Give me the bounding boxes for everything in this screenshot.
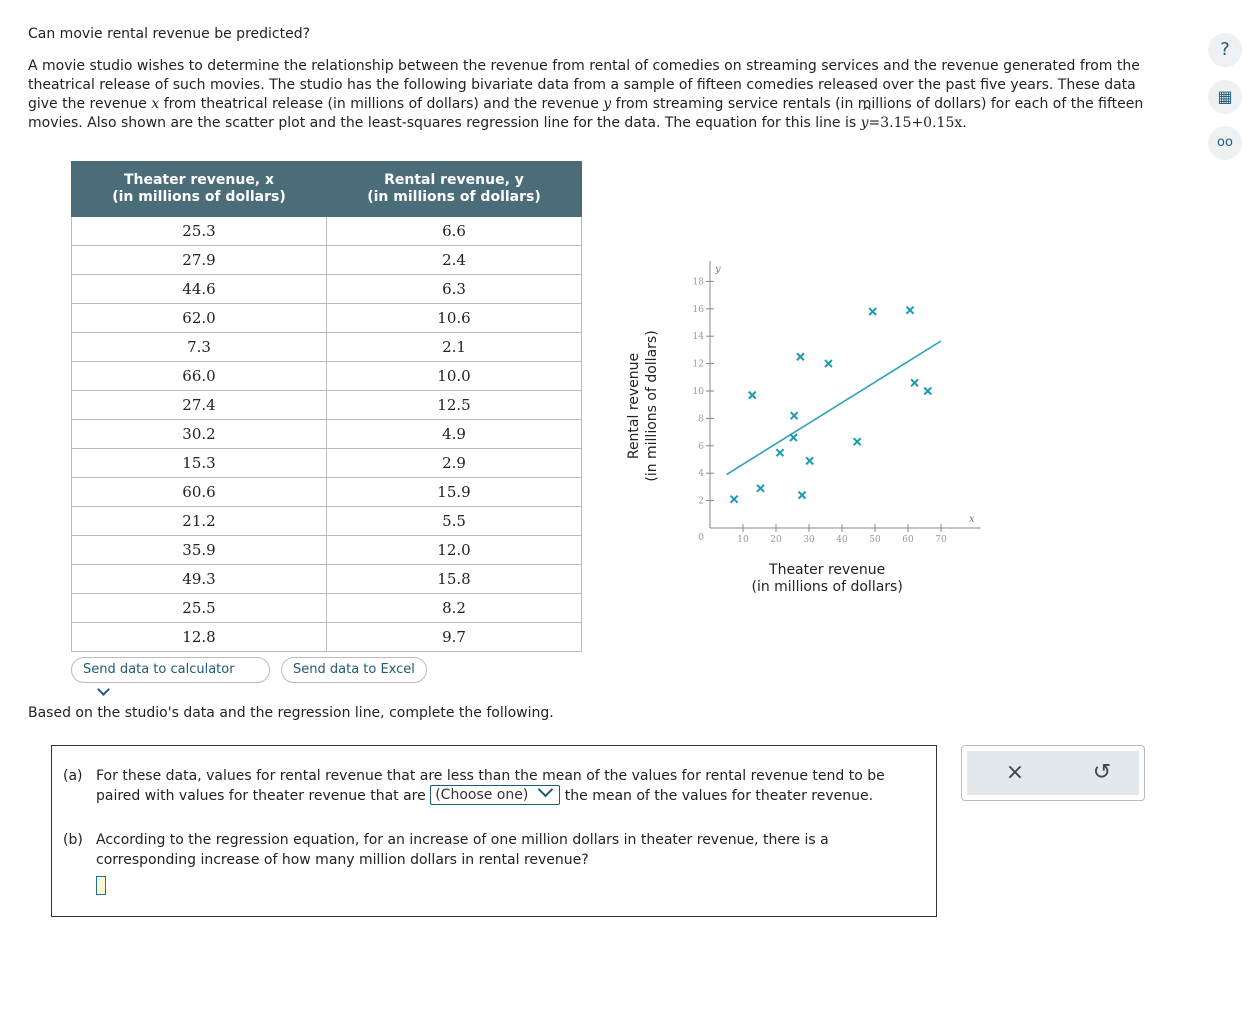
- part-a-label: (a): [63, 768, 83, 784]
- y-tick-label: 16: [692, 304, 704, 315]
- data-point: [869, 308, 876, 315]
- table-row: 25.5 8.2: [72, 594, 582, 623]
- instruction-text: Based on the studio's data and the regression line, complete the following.: [28, 705, 554, 721]
- table-row: 7.3 2.1: [72, 333, 582, 362]
- x-tick-label: 40: [836, 535, 848, 545]
- table-row: 60.6 15.9: [72, 478, 582, 507]
- x-axis-title: Theater revenue: [769, 562, 886, 578]
- question-intro: [28, 57, 1168, 133]
- intro-text-3: from streaming service rentals (in millions of dollars) for each of the fifteen movies. Also shown are the scatter plot and the least-squares regression line for the data. The equation for this line is: [28, 96, 1144, 131]
- chevron-down-icon: [538, 782, 554, 798]
- part-b-text: According to the regression equation, for an increase of one million dollars in theater revenue, there is a corresponding increase of how many million dollars in rental revenue?: [96, 832, 829, 868]
- question-title: Can movie rental revenue be predicted?: [28, 26, 311, 42]
- data-point: [911, 379, 918, 386]
- y-tick-label: 12: [692, 359, 704, 370]
- help-icon: ?: [1220, 39, 1230, 60]
- y-tick-label: 10: [692, 387, 704, 397]
- comparison-dropdown[interactable]: (Choose one): [430, 785, 560, 805]
- var-x: x: [151, 96, 160, 112]
- table-row: 27.9 2.4: [72, 246, 582, 275]
- part-a: [63, 766, 923, 806]
- data-point: [799, 492, 806, 499]
- y-tick-label: 2: [698, 496, 704, 507]
- data-point: [757, 485, 764, 492]
- x-axis-var: x: [969, 514, 975, 525]
- table-row: 49.3 15.8: [72, 565, 582, 594]
- help-button[interactable]: [1208, 33, 1242, 67]
- table-row: 30.2 4.9: [72, 420, 582, 449]
- part-a-text-1: For these data, values for rental revenue that are less than the mean of the values for rental revenue tend to be paired with values for theater revenue that are: [96, 768, 885, 804]
- table-row: 35.9 12.0: [72, 536, 582, 565]
- action-panel: [961, 745, 1145, 801]
- data-point: [806, 457, 813, 464]
- table-row: 27.4 12.5: [72, 391, 582, 420]
- clear-button[interactable]: [1000, 757, 1030, 789]
- answer-area: [51, 745, 937, 917]
- data-point: [924, 388, 931, 395]
- yhat-symbol: ^ y: [861, 114, 869, 133]
- table-row: 21.2 5.5: [72, 507, 582, 536]
- data-table: [71, 161, 582, 652]
- calculator-icon: ▦: [1217, 87, 1233, 106]
- send-to-excel-button[interactable]: Send data to Excel: [281, 657, 427, 683]
- part-a-text-2: the mean of the values for theater revenue.: [564, 788, 874, 804]
- data-point: [749, 392, 756, 399]
- y-axis-title: Rental revenue: [626, 352, 642, 460]
- y-tick-label: 8: [698, 414, 704, 425]
- glossary-button[interactable]: [1208, 126, 1242, 160]
- origin-label: 0: [698, 533, 704, 543]
- glossary-icon: oo: [1217, 135, 1233, 150]
- undo-icon: ↺: [1092, 760, 1112, 785]
- regression-line: [727, 341, 942, 475]
- y-axis-subtitle: (in millions of dollars): [644, 330, 660, 482]
- calculator-button[interactable]: [1208, 80, 1242, 114]
- part-b-label: (b): [63, 832, 83, 848]
- y-axis-var: y: [715, 263, 721, 275]
- y-tick-label: 18: [692, 277, 704, 288]
- header-theater-revenue: Theater revenue, x (in millions of dollars): [72, 162, 327, 217]
- data-point: [776, 449, 783, 456]
- regression-equation: =3.15+0.15x.: [868, 115, 967, 131]
- answer-input[interactable]: [96, 876, 106, 895]
- x-tick-label: 20: [770, 535, 782, 545]
- y-tick-label: 14: [692, 332, 704, 343]
- data-point: [790, 434, 797, 441]
- undo-button[interactable]: [1087, 757, 1117, 789]
- part-b: [63, 830, 923, 895]
- x-tick-label: 10: [737, 535, 749, 545]
- x-tick-label: 50: [869, 535, 881, 545]
- table-row: 25.3 6.6: [72, 217, 582, 246]
- chevron-down-icon: [97, 683, 110, 696]
- data-point: [791, 412, 798, 419]
- table-row: 44.6 6.3: [72, 275, 582, 304]
- data-point: [906, 307, 913, 314]
- x-axis-subtitle: (in millions of dollars): [751, 579, 903, 595]
- x-tick-label: 70: [935, 535, 947, 545]
- table-row: 62.0 10.6: [72, 304, 582, 333]
- var-y: y: [603, 96, 612, 112]
- table-row: 15.3 2.9: [72, 449, 582, 478]
- y-tick-label: 4: [698, 469, 704, 480]
- table-row: 12.8 9.7: [72, 623, 582, 652]
- header-rental-revenue: Rental revenue, y (in millions of dollars): [327, 162, 582, 217]
- intro-text-1: A movie studio wishes to determine the relationship between the revenue from rental of comedies on streaming services and the revenue generated from the theatrical release of such movies. The studio has the following bivariate data from a sample of fifteen comedies released over the past five years. These data give the revenue: [28, 58, 1140, 112]
- y-tick-label: 6: [698, 441, 704, 452]
- x-tick-label: 30: [803, 535, 815, 545]
- x-tick-label: 60: [902, 535, 914, 545]
- intro-text-2: from theatrical release (in millions of dollars) and the revenue: [163, 96, 599, 112]
- scatter-plot: [620, 250, 990, 610]
- data-point: [854, 438, 861, 445]
- send-to-calculator-button[interactable]: Send data to calculator: [71, 657, 270, 683]
- close-icon: ×: [1005, 760, 1025, 785]
- data-point: [825, 360, 832, 367]
- table-row: 66.0 10.0: [72, 362, 582, 391]
- data-point: [731, 496, 738, 503]
- data-point: [797, 353, 804, 360]
